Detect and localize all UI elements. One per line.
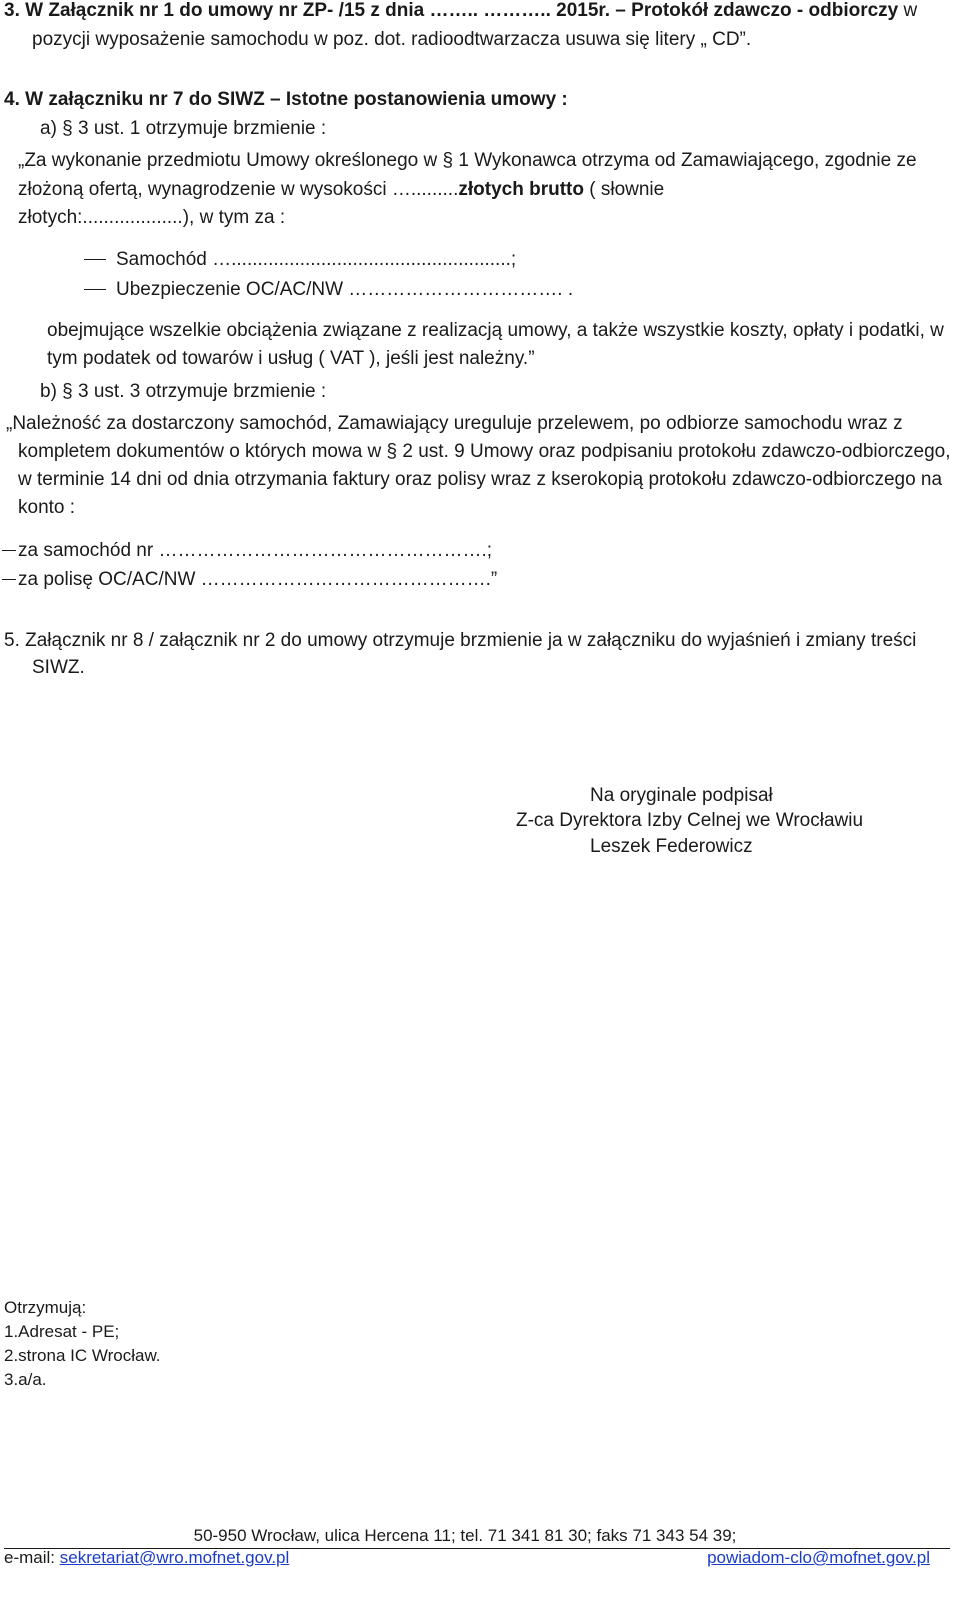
item-b-text-line-3: w terminie 14 dni od dnia otrzymania faktury oraz polisy wraz z kserokopią protokołu zdawczo-odbiorczego na [18,469,943,490]
email-link-sekretariat[interactable]: sekretariat@wro.mofnet.gov.pl [59,1548,290,1567]
list-item-samochod: Samochód ….....................................................; [116,249,517,270]
item-a-amount-words: ( słownie [583,179,665,200]
item-a-amount-unit: złotych brutto [458,179,584,200]
footer-email-label: e-mail: [4,1548,60,1567]
item-b-label: b) § 3 ust. 3 otrzymuje brzmienie : [40,381,327,402]
footer-address: 50-950 Wrocław, ulica Hercena 11; tel. 71 341 81 30; faks 71 343 54 39; [193,1526,737,1545]
item-b-text-line-1: „Należność za dostarczony samochód, Zamawiający ureguluje przelewem, po odbiorze samochodu wraz z [6,413,903,434]
item-a-amount-text: złożoną ofertą, wynagrodzenie w wysokości …......... [18,179,459,200]
account-line [2,569,497,591]
account-line [2,540,492,562]
obejmujace-line-1: obejmujące wszelkie obciążenia związane z realizacją umowy, a także wszystkie koszty, opłaty i podatki, w [47,320,944,341]
email-link-powiadom[interactable] [707,1548,930,1568]
paragraph-3-heading: 3. W Załącznik nr 1 do umowy nr ZP- /15 z dnia …….. ……….. 2015r. – Protokół zdawczo - odbiorczy [4,0,899,21]
paragraph-3-line-2: pozycji wyposażenie samochodu w poz. dot. radioodtwarzacza usuwa się litery „ CD”. [32,29,752,50]
recipient-item: 1.Adresat - PE; [4,1322,120,1341]
item-a-text-line-3: złotych:...................), w tym za : [18,207,286,228]
dash-bullet [84,259,106,260]
dash-bullet [2,550,16,551]
footer-email-line [4,1548,289,1568]
paragraph-5-line-2: SIWZ. [32,657,85,678]
account-samochod: za samochód nr …………………………………………….; [18,540,493,561]
paragraph-3-heading-tail: w [898,0,918,21]
paragraph-5-line-1: 5. Załącznik nr 8 / załącznik nr 2 do umowy otrzymuje brzmienie ja w załączniku do wyjaśnień i zmiany treści [4,630,917,651]
item-b-text-line-2: kompletem dokumentów o których mowa w § 2 ust. 9 Umowy oraz podpisaniu protokołu zdawczo-odbiorczego, [18,441,951,462]
recipients-title: Otrzymują: [4,1298,87,1317]
recipient-item: 2.strona IC Wrocław. [4,1346,161,1365]
list-item [84,279,573,301]
dash-bullet [2,579,16,580]
account-polisa: za polisę OC/AC/NW ……………………………………….” [18,569,498,590]
list-item-ubezpieczenie: Ubezpieczenie OC/AC/NW ……………………………. . [116,279,574,300]
item-a-text-line-1: „Za wykonanie przedmiotu Umowy określonego w § 1 Wykonawca otrzyma od Zamawiającego, zgodnie ze [18,150,917,171]
recipient-item: 3.a/a. [4,1370,47,1389]
signature-line-1: Na oryginale podpisał [590,785,773,806]
signature-name: Leszek Federowicz [590,836,753,857]
item-a-text-line-2 [18,179,926,201]
item-b-text-line-4: konto : [18,497,76,518]
dash-bullet [84,289,106,290]
obejmujace-line-2: tym podatek od towarów i usług ( VAT ), jeśli jest należny.” [47,348,535,369]
email-link-powiadom-text[interactable]: powiadom-clo@mofnet.gov.pl [707,1548,930,1567]
list-item [84,249,516,271]
paragraph-3-line-1 [4,0,917,22]
paragraph-4-heading: 4. W załączniku nr 7 do SIWZ – Istotne postanowienia umowy : [4,89,568,110]
signature-line-2: Z-ca Dyrektora Izby Celnej we Wrocławiu [516,810,864,831]
item-a-label: a) § 3 ust. 1 otrzymuje brzmienie : [40,118,327,139]
